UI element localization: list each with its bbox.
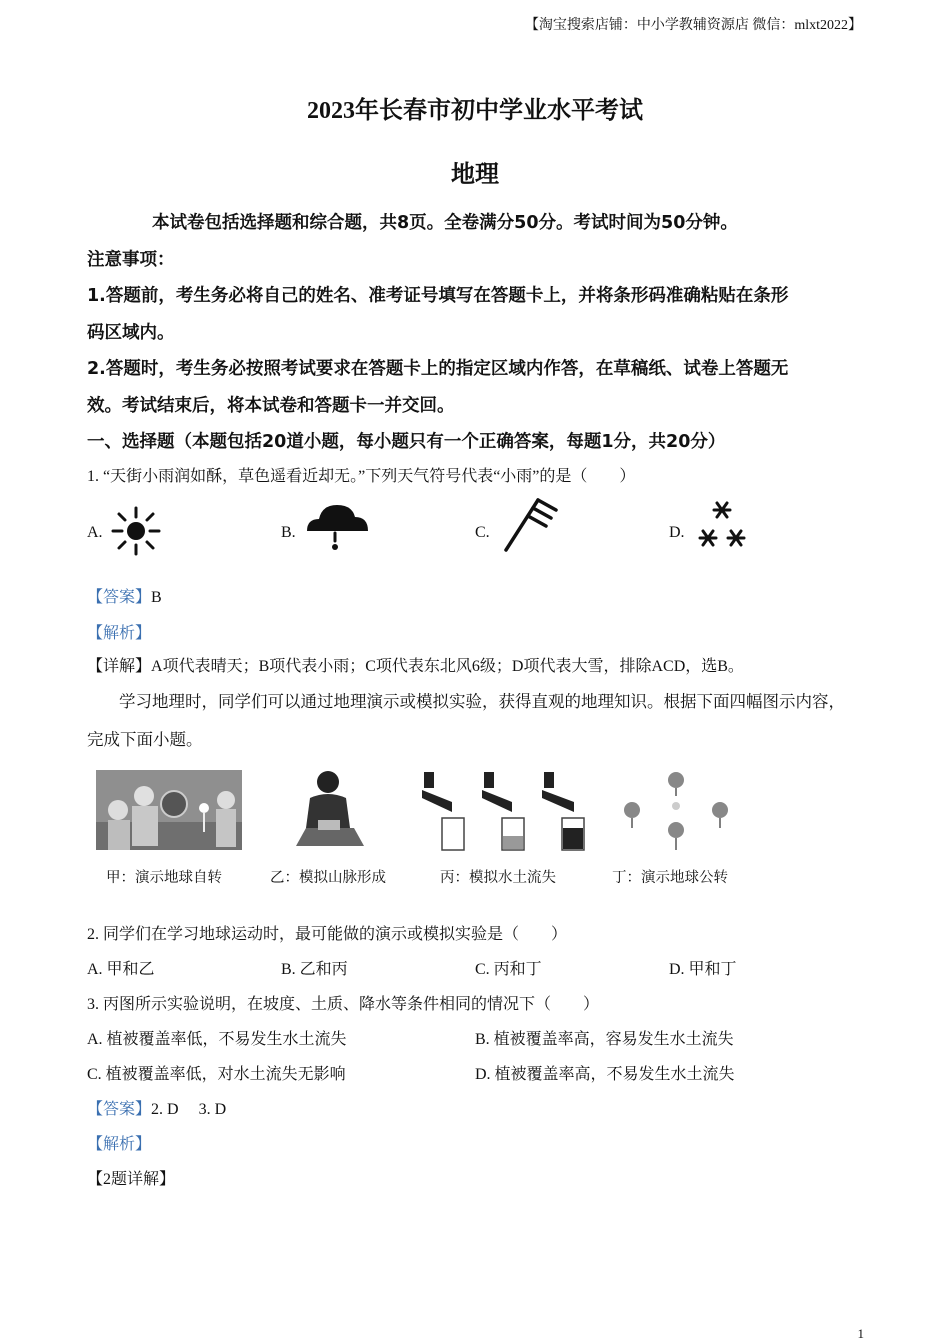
intro-text: 本试卷包括选择题和综合题，共8页。全卷满分50分。考试时间为50分钟。 [152,213,738,233]
answer-value: B [151,589,162,606]
passage-line2: 完成下面小题。 [87,730,203,749]
subject-title: 地理 [451,162,499,188]
q1-option-c: C. [475,524,490,541]
figure-caption: 乙：模拟山脉形成 [270,870,386,886]
figure-mountain-formation-image [292,768,372,850]
analysis-label: 【解析】 [87,1136,152,1153]
q1-answer-line [87,584,162,607]
wind-barb-icon [500,494,564,556]
notice-2-line2: 效。考试结束后，将本试卷和答题卡一并交回。 [87,396,455,416]
analysis-label: 【解析】 [87,625,152,642]
page-number: 1 [857,1326,864,1341]
sun-icon [110,505,162,557]
notice-1-line1: 1.答题前，考生务必将自己的姓名、准考证号填写在答题卡上，并将条形码准确粘贴在条形 [87,286,789,306]
q2-option-a: A. 甲和乙 [87,961,155,978]
notice-heading: 注意事项： [87,250,175,270]
figure-soil-erosion-image [418,768,593,854]
figure-earth-rotation-image [96,770,242,850]
q2-option-c: C. 丙和丁 [475,961,542,978]
q1-option-d: D. [669,524,685,541]
exam-title: 2023年长春市初中学业水平考试 [307,98,643,124]
answer-label: 【答案】 [87,1101,152,1118]
q3-option-b: B. 植被覆盖率高，容易发生水土流失 [475,1031,734,1048]
q2-detail-heading: 【2题详解】 [87,1171,176,1188]
q2-option-d: D. 甲和丁 [669,961,737,978]
q3-option-c: C. 植被覆盖率低，对水土流失无影响 [87,1066,346,1083]
passage-line1: 学习地理时，同学们可以通过地理演示或模拟实验，获得直观的地理知识。根据下面四幅图示内容， [119,692,845,711]
detail-text: A项代表晴天；B项代表小雨；C项代表东北风6级；D项代表大雪，排除ACD，选B。 [151,658,744,675]
answer-label: 【答案】 [87,589,152,606]
figure-caption: 丁：演示地球公转 [612,870,728,886]
figure-caption: 丙：模拟水土流失 [440,870,556,886]
snow-icon [694,498,750,552]
header-note: 【淘宝搜索店铺：中小学教辅资源店 微信：mlxt2022】 [524,18,862,33]
notice-2-line1: 2.答题时，考生务必按照考试要求在答题卡上的指定区域内作答，在草稿纸、试卷上答题无 [87,359,789,379]
figure-caption: 甲：演示地球自转 [106,870,222,886]
q1-detail-line [87,653,744,676]
section1-heading: 一、选择题（本题包括20道小题，每小题只有一个正确答案，每题1分，共20分） [87,432,726,452]
q3-stem: 3. 丙图所示实验说明，在坡度、土质、降水等条件相同的情况下（ ） [87,996,600,1013]
q2-stem: 2. 同学们在学习地球运动时，最可能做的演示或模拟实验是（ ） [87,926,568,943]
q1-stem: 1. “天街小雨润如酥，草色遥看近却无。”下列天气符号代表“小雨”的是（ ） [87,468,636,485]
q2-option-b: B. 乙和丙 [281,961,348,978]
answer-value: 2. D 3. D [151,1101,227,1118]
q3-option-d: D. 植被覆盖率高，不易发生水土流失 [475,1066,735,1083]
q1-option-b: B. [281,524,296,541]
figure-earth-revolution-image [620,770,734,854]
q2-q3-answer-line [87,1096,226,1119]
q3-option-a: A. 植被覆盖率低，不易发生水土流失 [87,1031,347,1048]
cloud-rain-icon [302,497,372,553]
detail-label: 【详解】 [87,658,152,675]
notice-1-line2: 码区域内。 [87,323,175,343]
q1-option-a: A. [87,524,103,541]
